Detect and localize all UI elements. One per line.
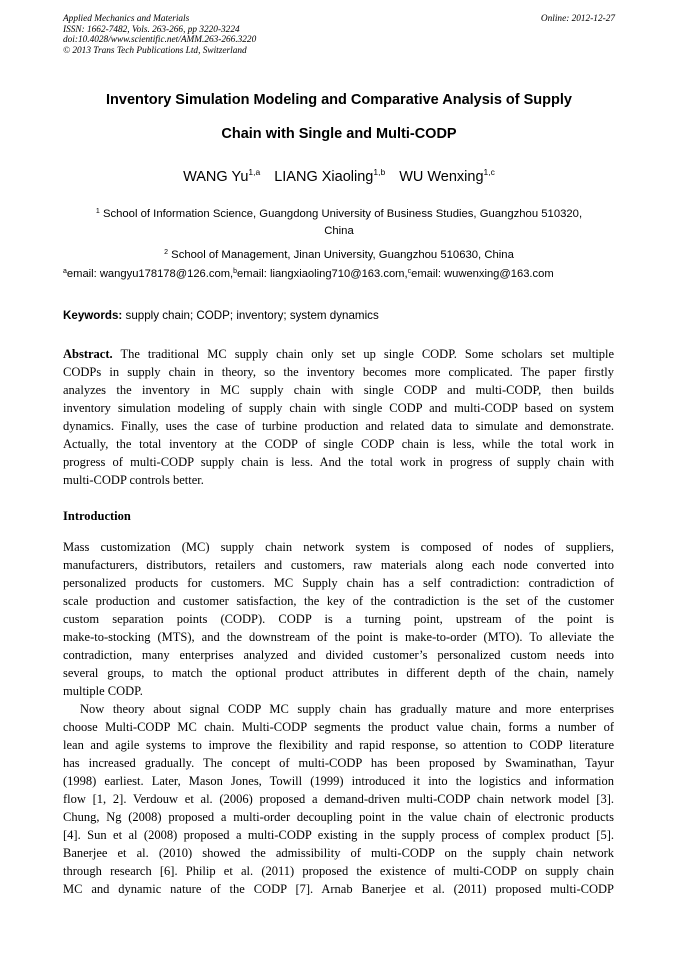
paper-title-line-1: Inventory Simulation Modeling and Comparative Analysis of Supply (106, 92, 572, 108)
author-list (63, 167, 615, 185)
section-heading-introduction: Introduction (63, 509, 131, 523)
paragraph-line: [4]. Sun et al (2008) proposed a multi-CODP existing in the supply process of complex product [5]. (63, 828, 614, 842)
paragraph-line: several groups, to match the optional product attributes in different depth of the chain, namely (63, 666, 614, 680)
online-date: Online: 2012-12-27 (540, 14, 615, 24)
abstract-line: progress of multi-CODP supply chain is less. And the total work in progress of supply chain with (63, 455, 614, 469)
email-superscript: a (63, 268, 67, 275)
copyright-line: © 2013 Trans Tech Publications Ltd, Switzerland (63, 45, 247, 56)
paragraph-line: through research [6]. Philip et al. (2011) proposed the existence of multi-CODP on supply chain (63, 864, 614, 878)
doi-line: doi:10.4028/www.scientific.net/AMM.263-266.3220 (63, 35, 257, 46)
introduction-paragraph-2 (63, 700, 614, 898)
abstract-line: analyzes the inventory in MC supply chain with single CODP and multi-CODP, then builds (63, 383, 614, 397)
paragraph-line: custom separation points (CODP). CODP is a turning point, upstream of the point is (63, 612, 614, 626)
affiliation-number: 2 (164, 249, 169, 256)
paragraph-line: contradiction, many enterprises analyzed and divided customer’s personalized custom needs into (63, 648, 614, 662)
paragraph-line: manufacturers, distributors, retailers and customers, raw materials along each node converted into (63, 558, 614, 572)
author-name: LIANG Xiaoling (274, 169, 374, 185)
author-name: WU Wenxing (399, 169, 484, 185)
abstract-line: inventory simulation modeling of supply chain with single CODP and multi-CODP based on system (63, 401, 614, 415)
paragraph-line: Banerjee et al. (2010) showed the admissibility of multi-CODP on the supply chain network (63, 846, 614, 860)
abstract-line: Abstract. The traditional MC supply chain only set up single CODP. Some scholars set multiple (63, 347, 614, 361)
abstract-line: multi-CODP controls better. (63, 473, 204, 487)
paragraph-line: lean and agile systems to improve the flexibility and rapid response, so attention to CODP literature (63, 738, 614, 752)
paragraph-line: Mass customization (MC) supply chain network system is composed of nodes of suppliers, (63, 540, 614, 554)
affiliation-2 (63, 244, 615, 264)
abstract-line: Actually, the total inventory at the CODP of single CODP chain is less, while the total work in (63, 437, 614, 451)
author-superscript: 1,c (483, 167, 495, 177)
affiliation-1 (63, 203, 615, 240)
keywords-text: supply chain; CODP; inventory; system dynamics (125, 309, 379, 322)
paragraph-line: personalized products for customers. MC Supply chain has a self contradiction: contradiction of (63, 576, 614, 590)
issn-line: ISSN: 1662-7482, Vols. 263-266, pp 3220-3224 (63, 24, 240, 35)
keywords (63, 309, 379, 322)
email-superscript: c (407, 268, 412, 275)
email-c: email: wuwenxing@163.com (411, 268, 554, 280)
paragraph-line: flow [1, 2]. Verdouw et al. (2006) proposed a demand-driven multi-CODP chain network model [3]. (63, 792, 614, 806)
author-name: WANG Yu (183, 169, 249, 185)
affiliation-text-continued: China (324, 225, 354, 237)
author-superscript: 1,b (373, 167, 386, 177)
introduction-paragraph-1 (63, 538, 614, 700)
keywords-label: Keywords: (63, 309, 123, 322)
paragraph-line: Chung, Ng (2008) proposed a multi-order decoupling point in the value chain of electronic products (63, 810, 614, 824)
email-line (63, 268, 623, 280)
email-b: email: liangxiaoling710@163.com, (237, 268, 408, 280)
email-a: email: wangyu178178@126.com, (66, 268, 234, 280)
email-superscript: b (233, 268, 238, 275)
abstract-line: dynamics. Finally, uses the case of turbine production and related data to simulate and demonstrate. (63, 419, 614, 433)
paragraph-line: make-to-stocking (MTS), and the downstream of the point is make-to-order (MTO). To alleviate the (63, 630, 614, 644)
affiliation-number: 1 (95, 208, 100, 215)
paragraph-line: choose Multi-CODP MC chain. Multi-CODP segments the product value chain, forms a number of (63, 720, 614, 734)
paragraph-line: has increased gradually. The concept of multi-CODP has been proposed by Swaminathan, Tayur (63, 756, 614, 770)
abstract-line: CODPs in supply chain in theory, so the inventory becomes more complicated. The paper firstly (63, 365, 614, 379)
paragraph-line: (1998) earliest. Later, Mason Jones, Towill (1999) introduced it into the logistics and information (63, 774, 614, 788)
abstract-label: Abstract. (63, 347, 113, 361)
paragraph-line: Now theory about signal CODP MC supply chain has gradually mature and more enterprises (80, 702, 614, 716)
paragraph-line: multiple CODP. (63, 684, 143, 698)
affiliation-text: School of Management, Jinan University, Guangzhou 510630, China (171, 249, 514, 261)
abstract (63, 345, 614, 489)
author-superscript: 1,a (248, 167, 261, 177)
paragraph-line: scale production and customer satisfaction, the key of the contradiction is the set of the customer (63, 594, 614, 608)
paragraph-line: MC and dynamic nature of the CODP [7]. Arnab Banerjee et al. (2011) proposed multi-CODP (63, 882, 614, 896)
journal-name: Applied Mechanics and Materials (63, 14, 190, 24)
affiliation-text: School of Information Science, Guangdong University of Business Studies, Guangzhou 510320, (102, 208, 583, 220)
paper-title-line-2: Chain with Single and Multi-CODP (221, 126, 457, 142)
publication-info (63, 14, 256, 56)
